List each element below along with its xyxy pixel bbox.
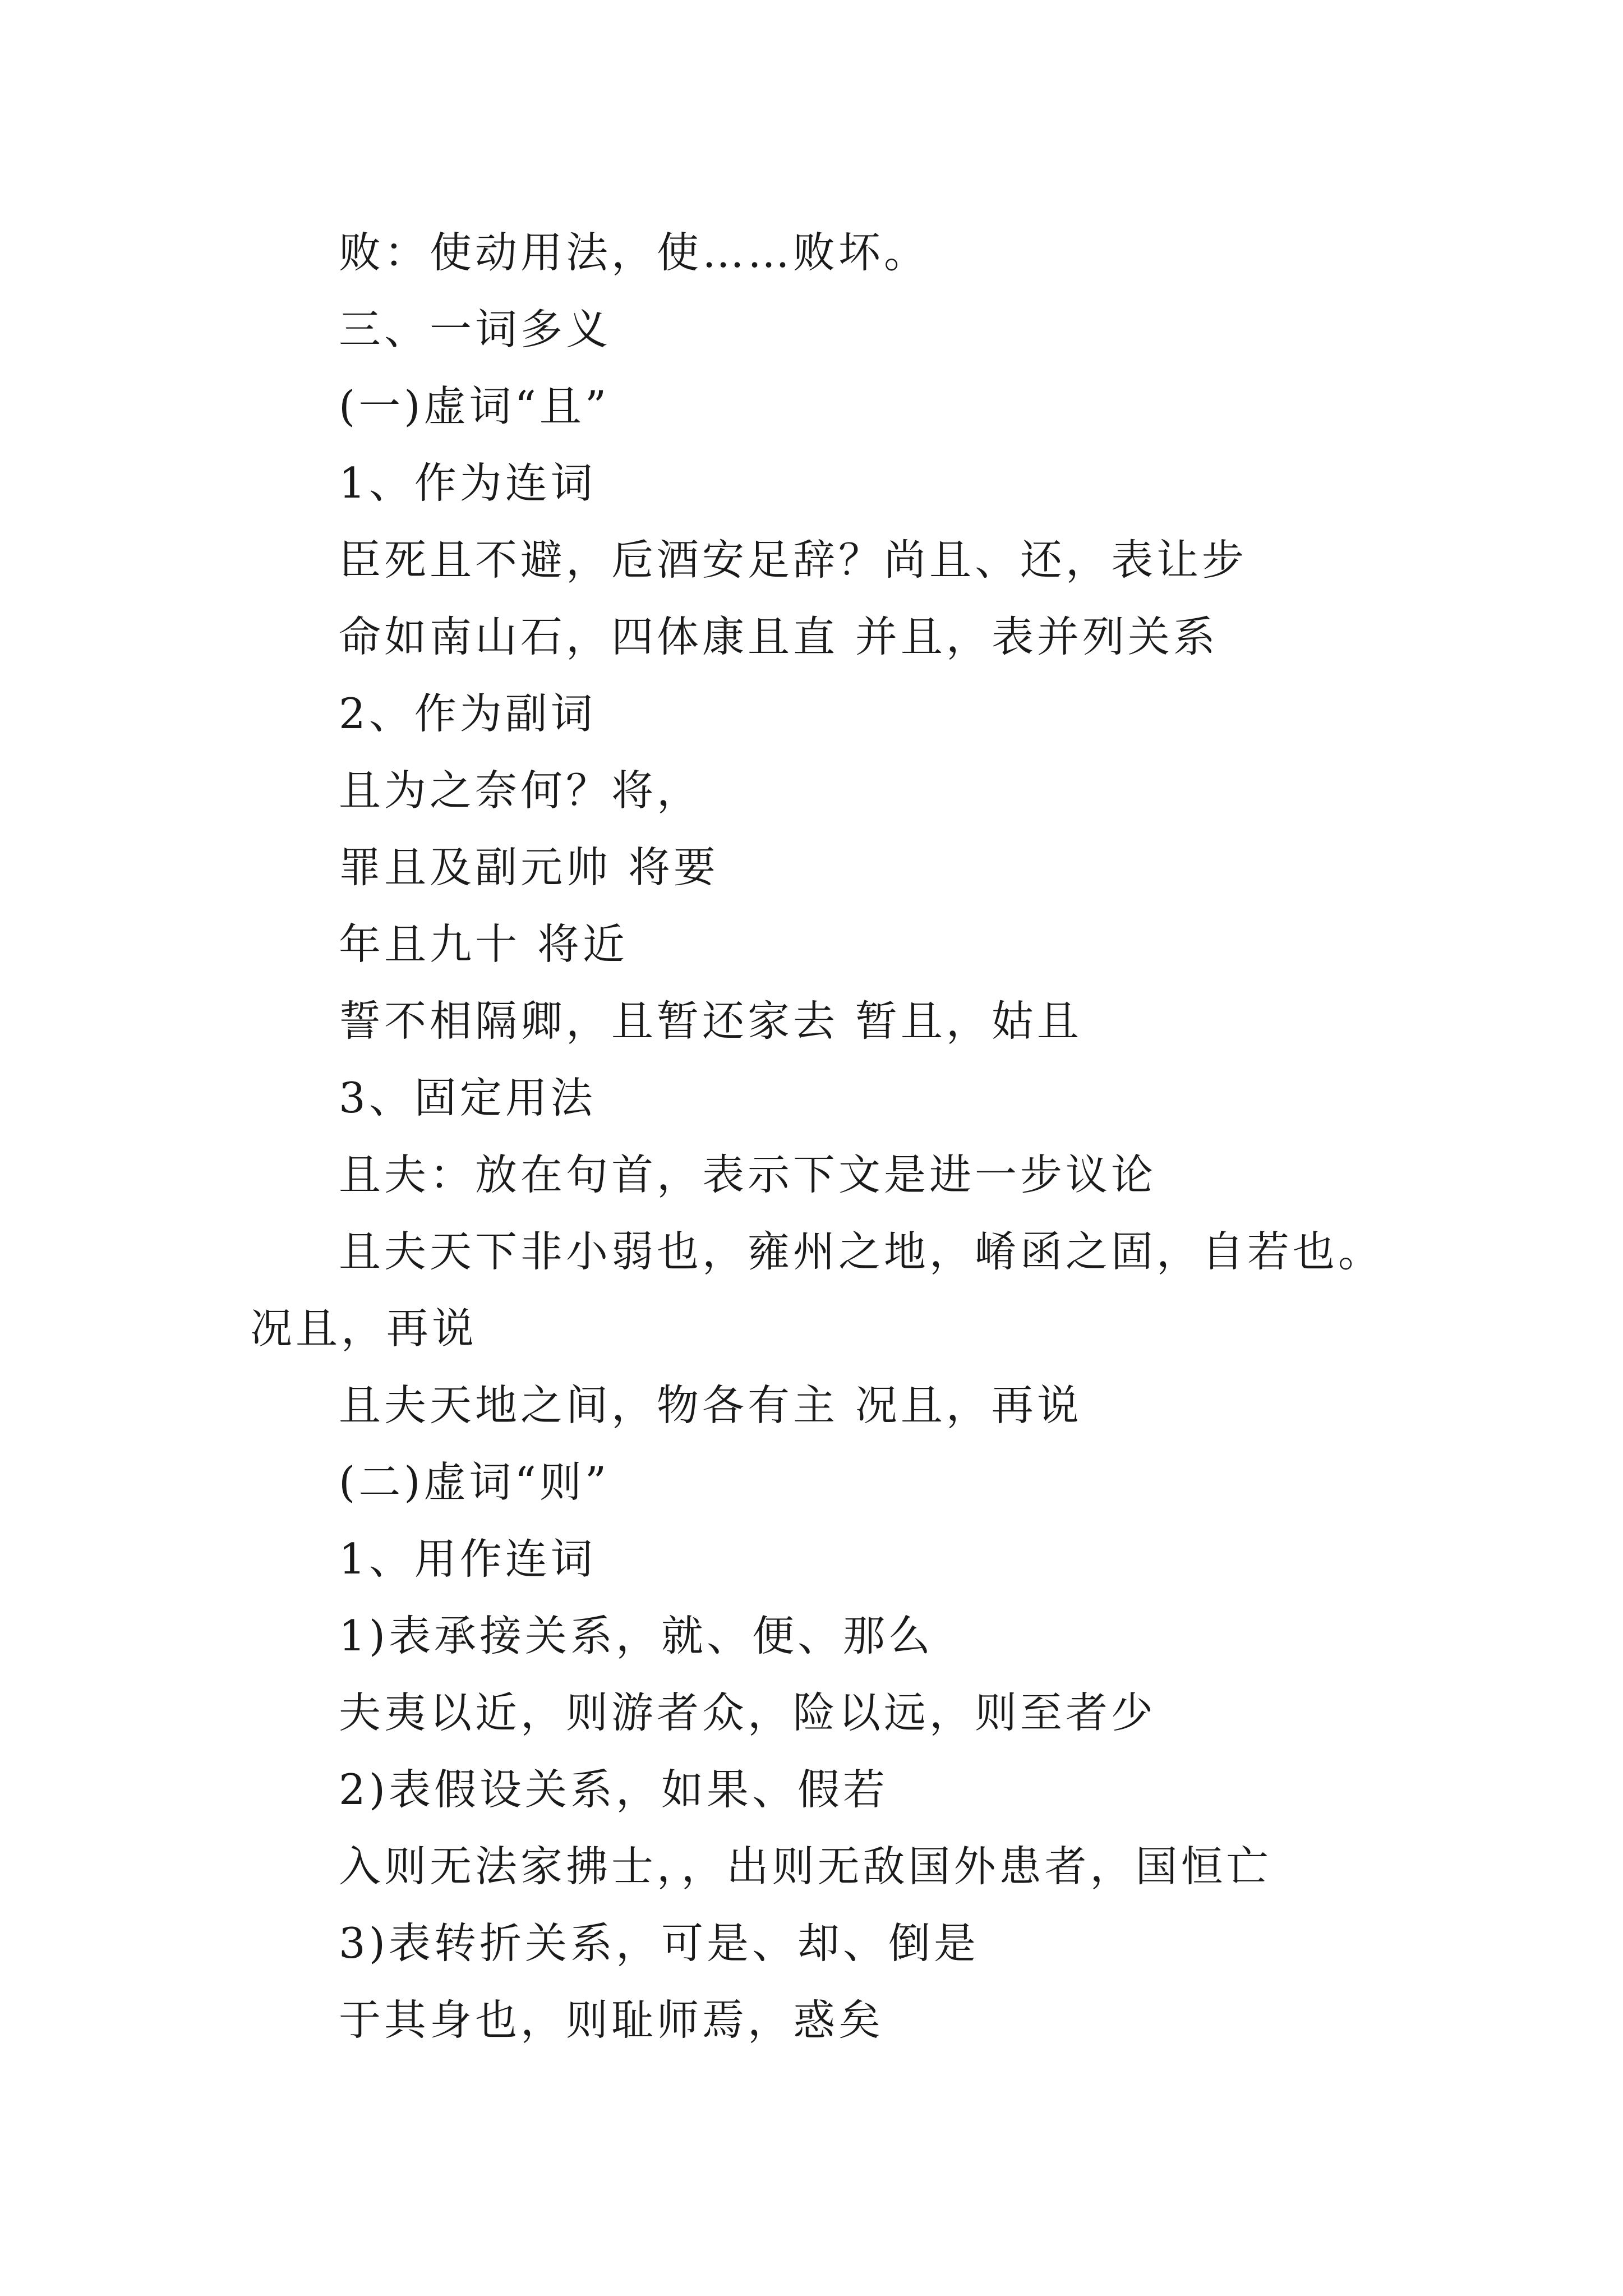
section-heading: 三、一词多义 bbox=[339, 305, 612, 354]
list-heading: 1、作为连词 bbox=[339, 458, 596, 508]
subsection-heading: (一)虚词“且” bbox=[339, 381, 610, 431]
list-item: 2)表假设关系，如果、假若 bbox=[339, 1765, 888, 1814]
list-heading: 2、作为副词 bbox=[339, 689, 596, 738]
list-item: 3)表转折关系，可是、却、倒是 bbox=[339, 1918, 979, 1968]
wrapped-paragraph: 且夫天下非小弱也，雍州之地，崤函之固，自若也。况且，再说 bbox=[250, 1227, 1384, 1353]
example-line: 且夫：放在句首，表示下文是进一步议论 bbox=[339, 1150, 1157, 1199]
list-item: 1)表承接关系，就、便、那么 bbox=[339, 1611, 934, 1660]
example-line: 誓不相隔卿，且暂还家去 暂且，姑且 bbox=[339, 996, 1082, 1046]
example-line: 于其身也，则耻师焉，惑矣 bbox=[339, 1995, 884, 2045]
example-line: 臣死且不避，卮酒安足辞？尚且、还，表让步 bbox=[339, 535, 1248, 585]
example-line: 夫夷以近，则游者众，险以远，则至者少 bbox=[339, 1688, 1157, 1737]
example-line: 入则无法家拂士，，出则无敌国外患者，国恒亡 bbox=[339, 1842, 1272, 1891]
example-line: 且为之奈何？将， bbox=[339, 766, 703, 815]
document-body bbox=[250, 214, 1400, 2059]
example-line: 且夫天地之间，物各有主 况且，再说 bbox=[339, 1381, 1082, 1430]
list-heading: 3、固定用法 bbox=[339, 1073, 596, 1122]
paragraph-line: 败：使动用法，使……败坏。 bbox=[339, 228, 930, 277]
example-line: 年且九十 将近 bbox=[339, 919, 628, 969]
subsection-heading: (二)虚词“则” bbox=[339, 1457, 610, 1507]
example-line: 命如南山石，四体康且直 并且，表并列关系 bbox=[339, 612, 1219, 661]
list-heading: 1、用作连词 bbox=[339, 1534, 596, 1584]
example-line: 罪且及副元帅 将要 bbox=[339, 843, 719, 892]
